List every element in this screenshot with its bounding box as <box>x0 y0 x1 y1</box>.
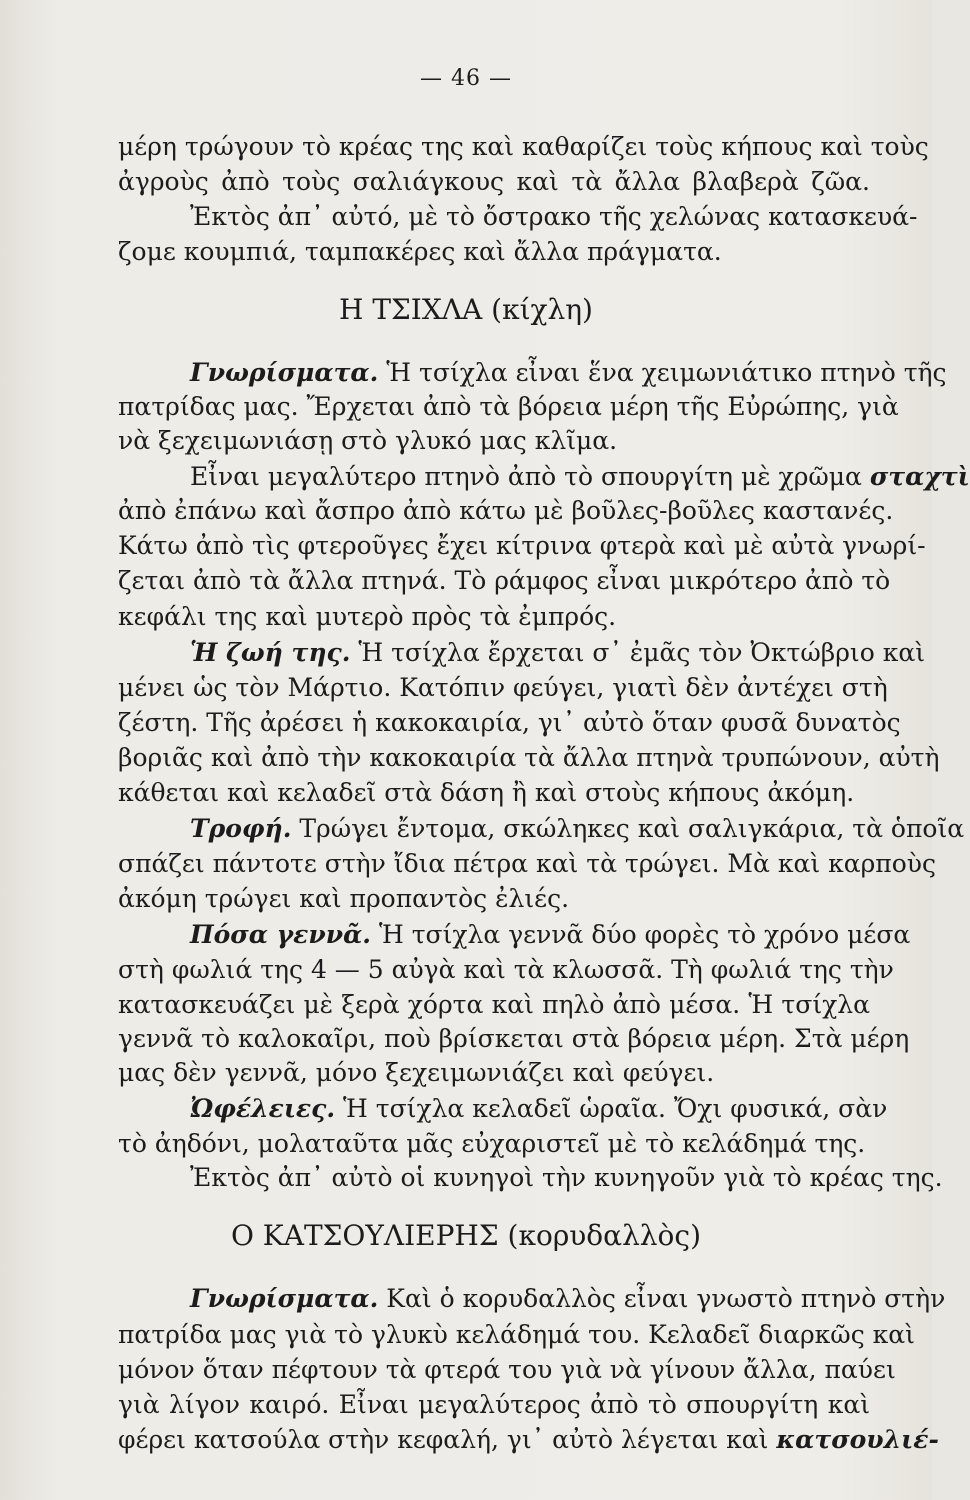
emphasis-word: σταχτὶ <box>869 462 970 491</box>
text-line: πατρίδα μας γιὰ τὸ γλυκὺ κελάδημά του. Κελαδεῖ διαρκῶς καὶ <box>118 1320 915 1349</box>
text-line: Κάτω ἀπὸ τὶς φτεροῦγες ἔχει κίτρινα φτερὰ καὶ μὲ αὐτὰ γνωρί- <box>118 531 926 560</box>
text-line: μένει ὡς τὸν Μάρτιο. Κατόπιν φεύγει, γιατὶ δὲν ἀντέχει στὴ <box>118 673 888 702</box>
page-number: — 46 — <box>420 66 512 91</box>
text-line: κατασκευάζει μὲ ξερὰ χόρτα καὶ πηλὸ ἀπὸ μέσα. Ἡ τσίχλα <box>118 990 870 1019</box>
paragraph-label: Πόσα γεννᾶ. <box>190 920 372 949</box>
paragraph-first-line: Ὠφέλειες. Ἡ τσίχλα κελαδεῖ ὡραῖα. Ὄχι φυσικά, σὰν <box>190 1094 888 1123</box>
section-heading-tsichla: Η ΤΣΙΧΛΑ (κίχλη) <box>339 293 593 326</box>
text-line: νὰ ξεχειμωνιάσῃ στὸ γλυκό μας κλῖμα. <box>118 426 618 455</box>
text-line: κεφάλι της καὶ μυτερὸ πρὸς τὰ ἐμπρός. <box>118 602 617 631</box>
paragraph-label: Ἡ ζωή της. <box>190 638 351 667</box>
paragraph-first-line: Τροφή. Τρώγει ἔντομα, σκώληκες καὶ σαλιγκάρια, τὰ ὁποῖα <box>190 814 965 843</box>
text-line: Ἐκτὸς ἀπ᾿ αὐτό, μὲ τὸ ὄστρακο τῆς χελώνας κατασκευά- <box>190 202 918 231</box>
text-line: στὴ φωλιά της 4 — 5 αὐγὰ καὶ τὰ κλωσσᾶ. Τὴ φωλιά της τὴν <box>118 955 894 984</box>
text-line: πατρίδας μας. Ἔρχεται ἀπὸ τὰ βόρεια μέρη τῆς Εὐρώπης, γιὰ <box>118 392 899 421</box>
paragraph-label: Γνωρίσματα. <box>190 1284 379 1313</box>
text-line: μας δὲν γεννᾶ, μόνο ξεχειμωνιάζει καὶ φεύγει. <box>118 1058 715 1087</box>
paragraph-first-line: Ἡ ζωή της. Ἡ τσίχλα ἔρχεται σ᾿ ἐμᾶς τὸν Ὀκτώβριο καὶ <box>190 638 926 667</box>
text-line: ζέστη. Τῆς ἀρέσει ἡ κακοκαιρία, γι᾿ αὐτὸ ὅταν φυσᾶ δυνατὸς <box>118 708 901 737</box>
text-line: κάθεται καὶ κελαδεῖ στὰ δάση ἢ καὶ στοὺς κήπους ἀκόμη. <box>118 778 855 807</box>
paragraph-first-line: Γνωρίσματα. Καὶ ὁ κορυδαλλὸς εἶναι γνωστὸ πτηνὸ στὴν <box>190 1284 946 1313</box>
text-line: ἀγροὺς ἀπὸ τοὺς σαλιάγκους καὶ τὰ ἄλλα βλαβερὰ ζῶα. <box>118 167 870 196</box>
text-line: ζομε κουμπιά, ταμπακέρες καὶ ἄλλα πράγματα. <box>118 237 722 266</box>
paragraph-first-line: Γνωρίσματα. Ἡ τσίχλα εἶναι ἕνα χειμωνιάτικο πτηνὸ τῆς <box>190 358 947 387</box>
text-line: ἀπὸ ἐπάνω καὶ ἄσπρο ἀπὸ κάτω μὲ βοῦλες-βοῦλες καστανές. <box>118 496 894 525</box>
text-line: ἀκόμη τρώγει καὶ προπαντὸς ἐλιές. <box>118 884 570 913</box>
paragraph-first-line: Πόσα γεννᾶ. Ἡ τσίχλα γεννᾶ δύο φορὲς τὸ χρόνο μέσα <box>190 920 911 949</box>
section-heading-katsoulieris: Ο ΚΑΤΣΟΥΛΙΕΡΗΣ (κορυδαλλὸς) <box>230 1219 702 1252</box>
paragraph-label: Ὠφέλειες. <box>190 1094 336 1123</box>
paragraph-label: Γνωρίσματα. <box>190 358 379 387</box>
text-line: μόνον ὅταν πέφτουν τὰ φτερά του γιὰ νὰ γίνουν ἄλλα, παύει <box>118 1355 896 1384</box>
text-line: τὸ ἀηδόνι, μολαταῦτα μᾶς εὐχαριστεῖ μὲ τὸ κελάδημά της. <box>118 1129 866 1158</box>
text-line: μέρη τρώγουν τὸ κρέας της καὶ καθαρίζει τοὺς κήπους καὶ τοὺς <box>118 132 929 161</box>
text-line: βοριᾶς καὶ ἀπὸ τὴν κακοκαιρία τὰ ἄλλα πτηνὰ τρυπώνουν, αὐτὴ <box>118 743 940 772</box>
text-line: σπάζει πάντοτε στὴν ἴδια πέτρα καὶ τὰ τρώγει. Μὰ καὶ καρποὺς <box>118 849 936 878</box>
paragraph-first-line: Εἶναι μεγαλύτερο πτηνὸ ἀπὸ τὸ σπουργίτη μὲ χρῶμα σταχτὶ <box>190 462 970 491</box>
paragraph-label: Τροφή. <box>190 814 292 843</box>
text-line: φέρει κατσούλα στὴν κεφαλή, γι᾿ αὐτὸ λέγεται καὶ κατσουλιέ- <box>118 1425 939 1454</box>
text-line: γεννᾶ τὸ καλοκαῖρι, ποὺ βρίσκεται στὰ βόρεια μέρη. Στὰ μέρη <box>118 1024 910 1053</box>
text-line: γιὰ λίγον καιρό. Εἶναι μεγαλύτερος ἀπὸ τὸ σπουργίτη καὶ <box>118 1390 870 1419</box>
paragraph-first-line: Ἐκτὸς ἀπ᾿ αὐτὸ οἱ κυνηγοὶ τὴν κυνηγοῦν γιὰ τὸ κρέας της. <box>190 1163 943 1192</box>
text-line: ζεται ἀπὸ τὰ ἄλλα πτηνά. Τὸ ράμφος εἶναι μικρότερο ἀπὸ τὸ <box>118 566 891 595</box>
emphasis-word: κατσουλιέ- <box>776 1425 939 1454</box>
